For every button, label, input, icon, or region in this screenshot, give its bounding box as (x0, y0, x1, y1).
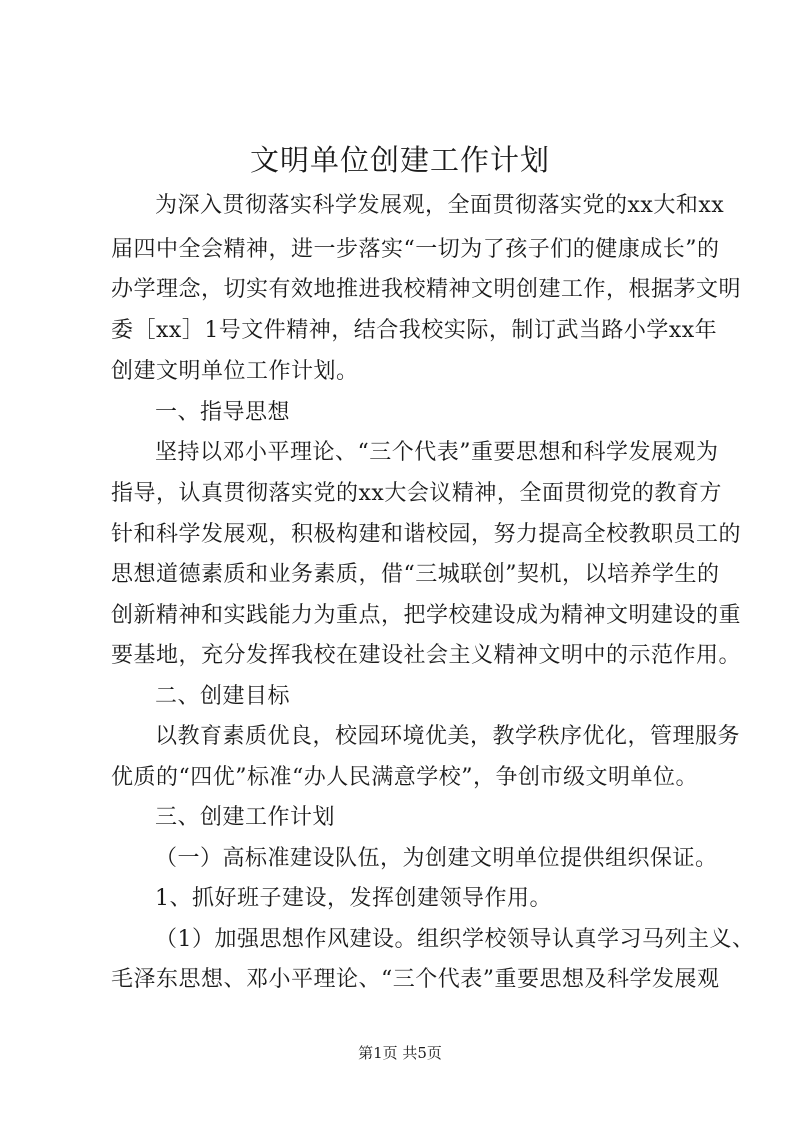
section-heading: 一、指导思想 (155, 400, 291, 425)
paragraph-line: 创新精神和实践能力为重点，把学校建设成为精神文明建设的重 (111, 603, 742, 628)
paragraph-line: （1）加强思想作风建设。组织学校领导认真学习马列主义、 (155, 927, 755, 952)
paragraph-line: 创建文明单位工作计划。 (111, 359, 359, 384)
paragraph-line: 针和科学发展观，积极构建和谐校园，努力提高全校教职员工的 (111, 522, 742, 547)
paragraph-line: 办学理念，切实有效地推进我校精神文明创建工作，根据茅文明 (111, 277, 742, 302)
paragraph-line: 届四中全会精神，进一步落实“一切为了孩子们的健康成长”的 (111, 237, 720, 262)
page-footer: 第1页 共5页 (358, 1044, 442, 1062)
document-title: 文明单位创建工作计划 (249, 143, 550, 177)
paragraph-line: 委［xx］1号文件精神，结合我校实际，制订武当路小学xx年 (111, 318, 718, 343)
paragraph-line: 要基地，充分发挥我校在建设社会主义精神文明中的示范作用。 (111, 643, 742, 668)
paragraph-line: 思想道德素质和业务素质，借“三城联创”契机，以培养学生的 (111, 562, 720, 587)
paragraph-line: 坚持以邓小平理论、“三个代表”重要思想和科学发展观为 (155, 440, 719, 465)
subsection-heading: 1、抓好班子建设，发挥创建领导作用。 (155, 886, 552, 911)
section-heading: 三、创建工作计划 (155, 805, 336, 830)
paragraph-line: 以教育素质优良，校园环境优美，教学秩序优化，管理服务 (155, 724, 741, 749)
section-heading: 二、创建目标 (155, 684, 291, 709)
paragraph-line: 毛泽东思想、邓小平理论、“三个代表”重要思想及科学发展观 (111, 967, 720, 992)
paragraph-line: 为深入贯彻落实科学发展观，全面贯彻落实党的xx大和xx (155, 193, 725, 218)
subsection-heading: （一）高标准建设队伍，为创建文明单位提供组织保证。 (155, 846, 718, 871)
paragraph-line: 优质的“四优”标准“办人民满意学校”，争创市级文明单位。 (111, 765, 698, 790)
paragraph-line: 指导，认真贯彻落实党的xx大会议精神，全面贯彻党的教育方 (111, 481, 722, 506)
